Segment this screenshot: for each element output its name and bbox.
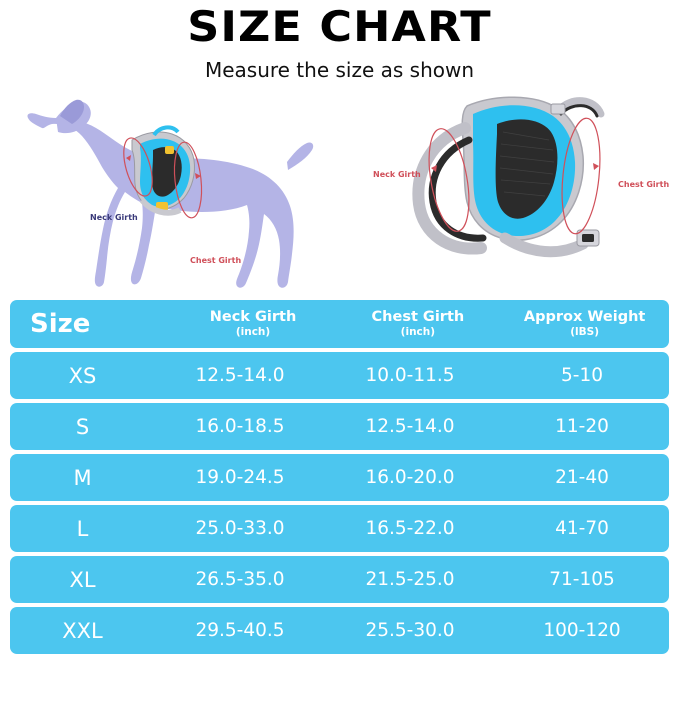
cell-chest-girth: 25.5-30.0 (365, 620, 455, 641)
header-cell-approx-weight: Approx Weight (lBS) (523, 309, 646, 339)
cell-approx-weight: 71-105 (549, 569, 615, 590)
cell-size: M (73, 465, 92, 490)
header-cell-chest-girth: Chest Girth (inch) (371, 309, 465, 339)
cell-neck-girth: 26.5-35.0 (195, 569, 285, 590)
table-row (10, 556, 669, 603)
size-chart-table (10, 300, 669, 658)
cell-chest-girth: 12.5-14.0 (365, 416, 455, 437)
cell-approx-weight: 5-10 (561, 365, 603, 386)
cell-neck-girth: 12.5-14.0 (195, 365, 285, 386)
page-header (0, 0, 679, 82)
left-neck-girth-label: Neck Girth (90, 213, 138, 222)
cell-approx-weight: 11-20 (555, 416, 609, 437)
cell-chest-girth: 16.0-20.0 (365, 467, 455, 488)
dog-silhouette-icon (12, 88, 332, 293)
cell-neck-girth: 19.0-24.5 (195, 467, 285, 488)
cell-chest-girth: 10.0-11.5 (365, 365, 455, 386)
header-cell-neck-girth: Neck Girth (inch) (209, 309, 297, 339)
cell-size: XL (69, 567, 96, 592)
right-chest-girth-label: Chest Girth (618, 180, 670, 189)
page-title: SIZE CHART (187, 2, 492, 51)
harness-illustration (345, 88, 670, 293)
table-row (10, 454, 669, 501)
left-chest-girth-label: Chest Girth (190, 256, 242, 265)
cell-size: XS (68, 363, 97, 388)
right-neck-girth-label: Neck Girth (373, 170, 421, 179)
header-cell-size: Size (30, 309, 91, 339)
cell-approx-weight: 100-120 (543, 620, 621, 641)
cell-size: S (75, 414, 90, 439)
page-subtitle: Measure the size as shown (204, 58, 475, 82)
table-row (10, 505, 669, 552)
cell-chest-girth: 21.5-25.0 (365, 569, 455, 590)
cell-neck-girth: 16.0-18.5 (195, 416, 285, 437)
illustration-area (0, 88, 679, 296)
table-row (10, 607, 669, 654)
cell-size: XXL (62, 618, 103, 643)
cell-approx-weight: 41-70 (555, 518, 609, 539)
table-row (10, 403, 669, 450)
table-row (10, 352, 669, 399)
dog-illustration (12, 88, 332, 293)
cell-neck-girth: 25.0-33.0 (195, 518, 285, 539)
cell-neck-girth: 29.5-40.5 (195, 620, 285, 641)
cell-size: L (76, 516, 89, 541)
cell-chest-girth: 16.5-22.0 (365, 518, 455, 539)
table-header-row (10, 300, 669, 348)
cell-approx-weight: 21-40 (555, 467, 609, 488)
harness-product-icon (345, 88, 670, 293)
